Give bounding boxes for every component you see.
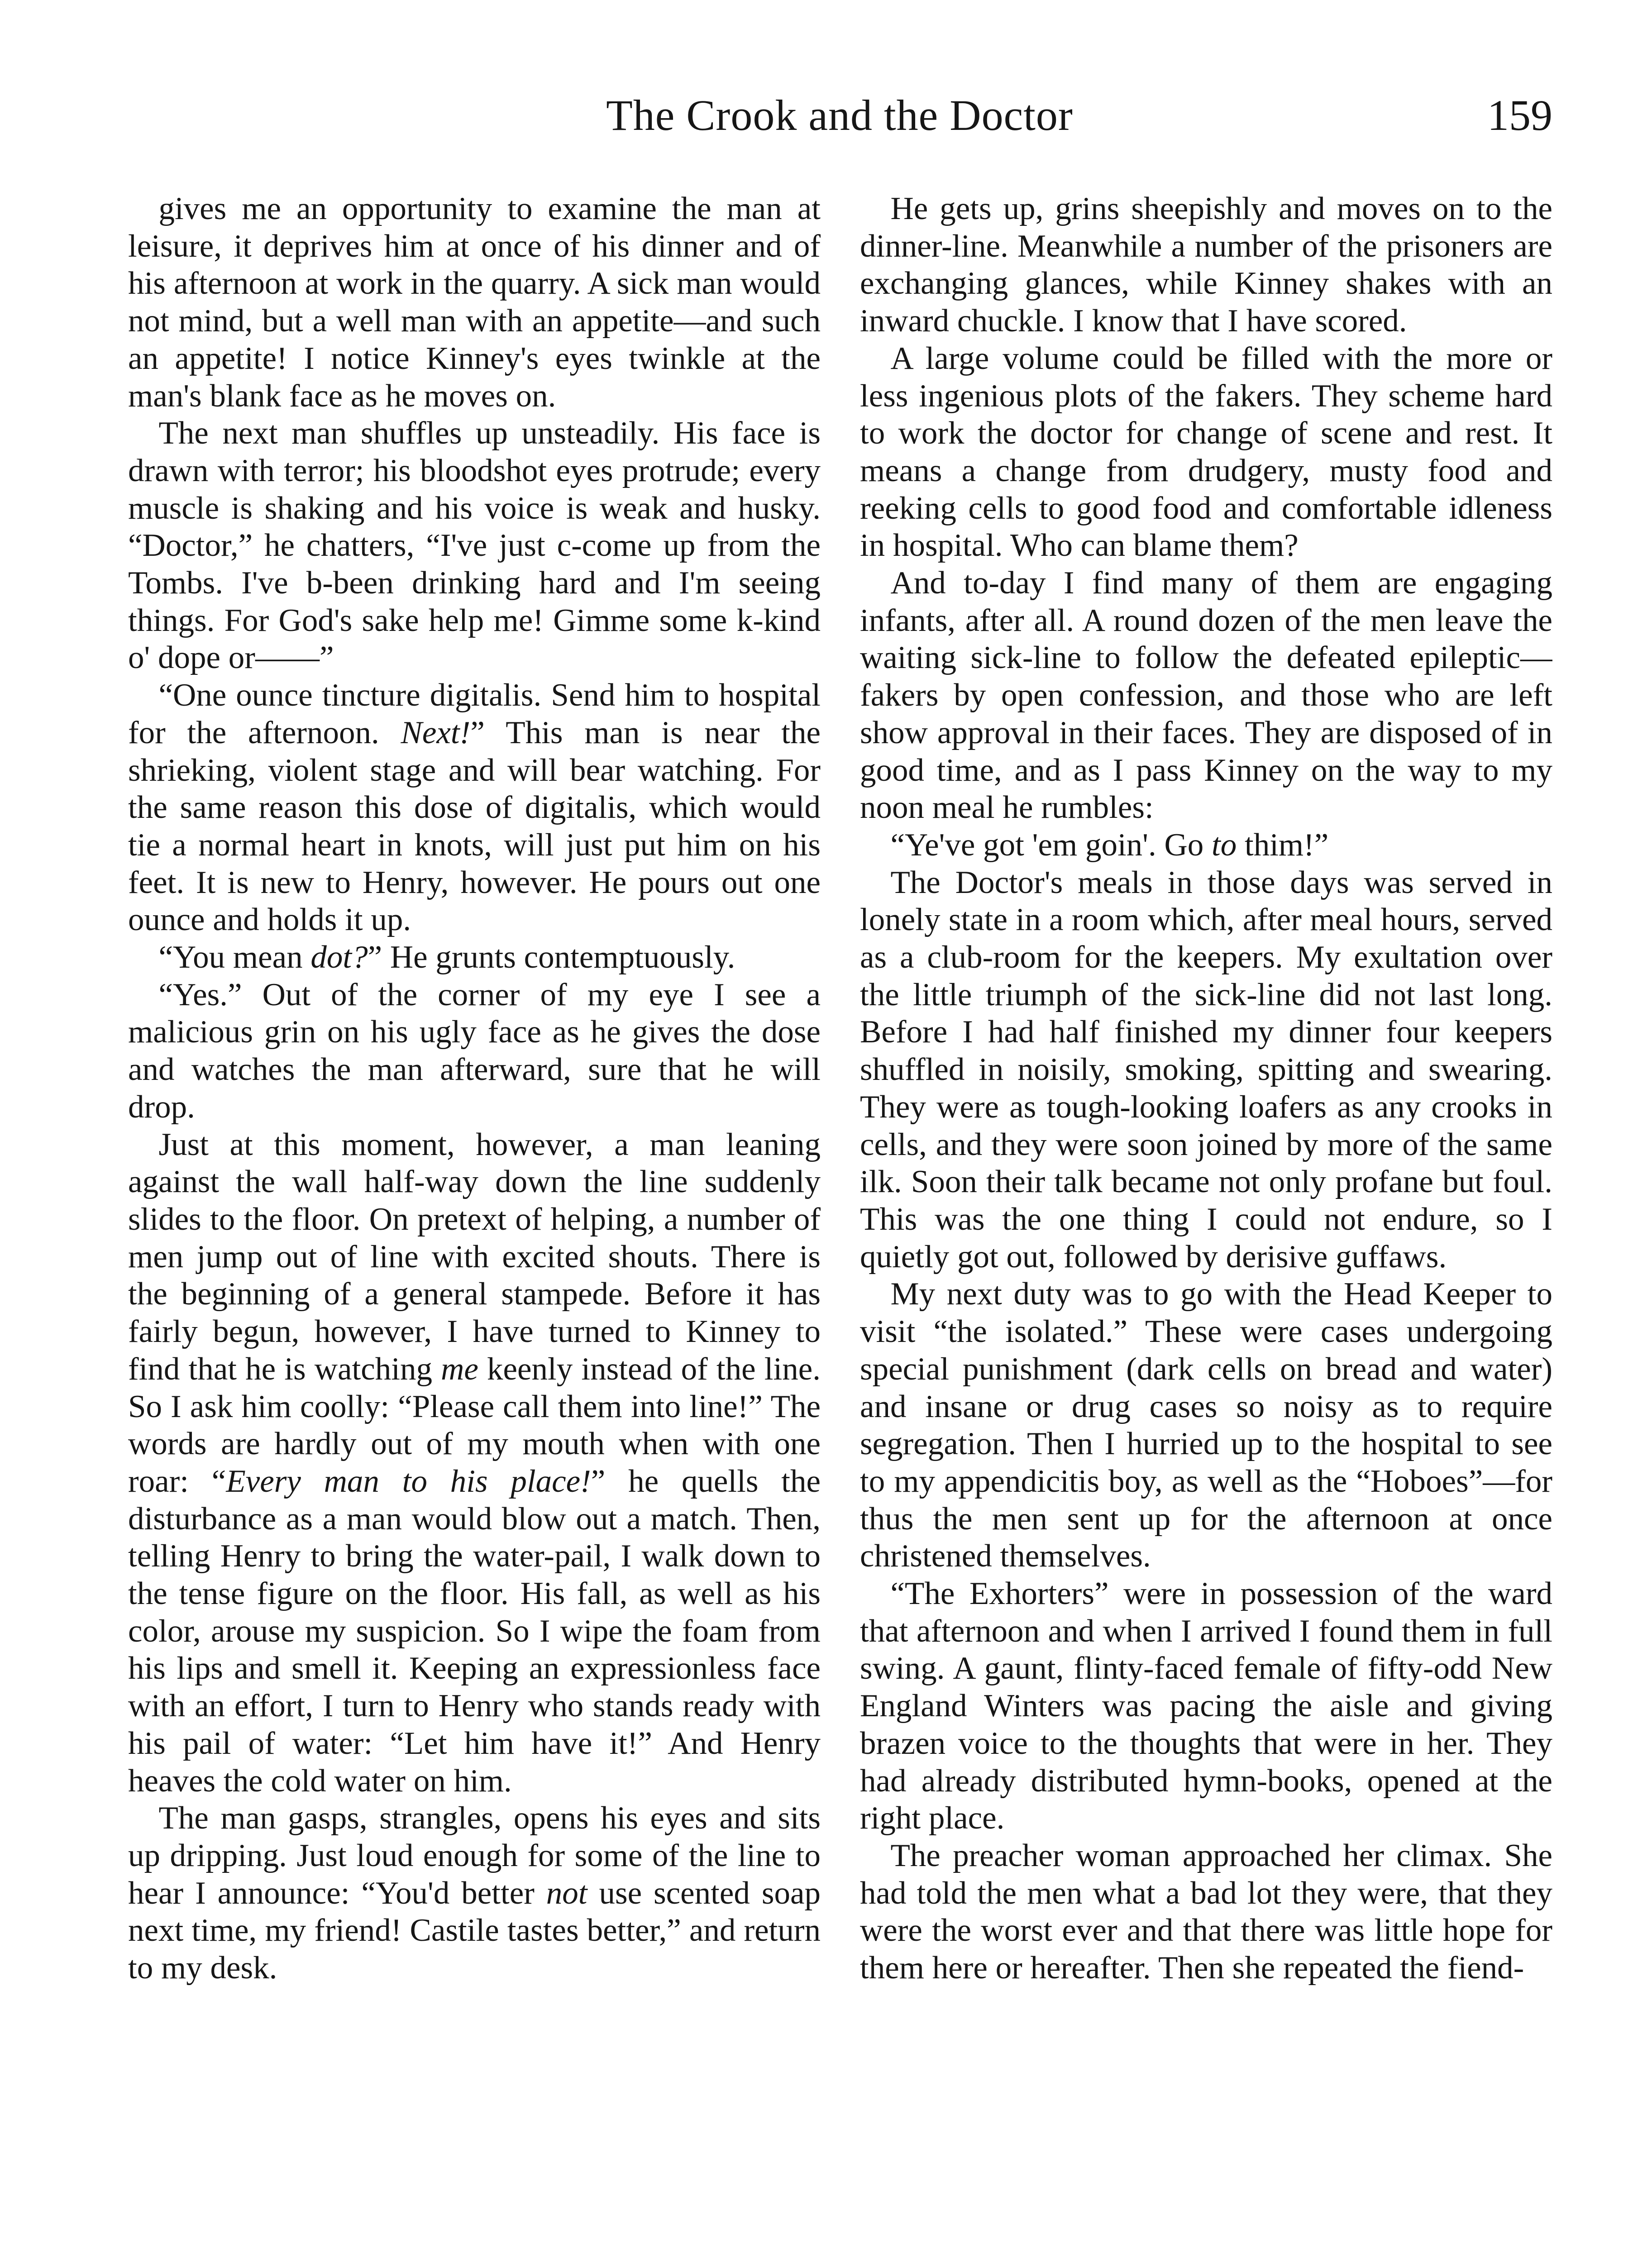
paragraph: “Ye've got 'em goin'. Go to thim!” bbox=[890, 827, 1329, 863]
paragraph: The preacher woman approached her climax. She had told the men what a bad lot they were, that they were the worst ever and that there was little hope for them here or hereafter. Then she repeated the fiend- bbox=[860, 1838, 1552, 1986]
left-column bbox=[128, 190, 821, 2263]
paragraph: My next duty was to go with the Head Keeper to visit “the isolated.” These were cases undergoing special punishment (dark cells on bread and water) and insane or drug cases so noisy as to require segregation. Then I hurried up to the hospital to see to my appendicitis boy, as well as the “Hoboes”—for thus the men sent up for the afternoon at once christened themselves. bbox=[860, 1276, 1552, 1574]
right-column bbox=[860, 190, 1552, 2263]
running-head bbox=[127, 88, 1552, 147]
paragraph: A large volume could be filled with the more or less ingenious plots of the fakers. They scheme hard to work the doctor for change of scene and rest. It means a change from drudgery, musty food and reeking cells to good food and comfortable idleness in hospital. Who can blame them? bbox=[860, 340, 1552, 563]
paragraph: Just at this moment, however, a man leaning against the wall half-way down the line suddenly slides to the floor. On pretext of helping, a number of men jump out of line with excited shouts. There is the beginning of a general stampede. Before it has fairly begun, however, I have turned to Kinney to find that he is watching me keenly instead of the line. So I ask him coolly: “Please call them into line!” The words are hardly out of my mouth when with one roar: “Every man to his place!” he quells the disturbance as a man would blow out a match. Then, telling Henry to bring the water-pail, I walk down to the tense figure on the floor. His fall, as well as his color, arouse my suspicion. So I wipe the foam from his lips and smell it. Keeping an expressionless face with an effort, I turn to Henry who stands ready with his pail of water: “Let him have it!” And Henry heaves the cold water on him. bbox=[128, 1127, 821, 1799]
paragraph: The man gasps, strangles, opens his eyes and sits up dripping. Just loud enough for some of the line to hear I announce: “You'd better not use scented soap next time, my friend! Castile tastes better,” and return to my desk. bbox=[128, 1800, 821, 1986]
page-number: 159 bbox=[1487, 91, 1552, 139]
paragraph: “Yes.” Out of the corner of my eye I see a malicious grin on his ugly face as he gives the dose and watches the man afterward, sure that he will drop. bbox=[128, 977, 821, 1125]
paragraph: He gets up, grins sheepishly and moves on to the dinner-line. Meanwhile a number of the prisoners are exchanging glances, while Kinney shakes with an inward chuckle. I know that I have scored. bbox=[860, 191, 1552, 339]
page-title: The Crook and the Doctor bbox=[606, 91, 1073, 139]
paragraph: The Doctor's meals in those days was served in lonely state in a room which, after meal hours, served as a club-room for the keepers. My exultation over the little triumph of the sick-line did not last long. Before I had half finished my dinner four keepers shuffled in noisily, smoking, spitting and swearing. They were as tough-looking loafers as any crooks in cells, and they were soon joined by more of the same ilk. Soon their talk became not only profane but foul. This was the one thing I could not endure, so I quietly got out, followed by derisive guffaws. bbox=[860, 864, 1552, 1275]
paragraph: “You mean dot?” He grunts contemptuously. bbox=[158, 940, 735, 975]
paragraph: “One ounce tincture digitalis. Send him to hospital for the afternoon. Next!” This man is near the shrieking, violent stage and will bear watching. For the same reason this dose of digitalis, which would tie a normal heart in knots, will just put him on his feet. It is new to Henry, however. He pours out one ounce and holds it up. bbox=[128, 678, 821, 938]
paragraph: “The Exhorters” were in possession of the ward that afternoon and when I arrived I found them in full swing. A gaunt, flinty-faced female of fifty-odd New England Winters was pacing the aisle and giving brazen voice to the thoughts that were in her. They had already distributed hymn-books, opened at the right place. bbox=[860, 1576, 1552, 1836]
paragraph: The next man shuffles up unsteadily. His face is drawn with terror; his bloodshot eyes protrude; every muscle is shaking and his voice is weak and husky. “Doctor,” he chatters, “I've just c-come up from the Tombs. I've b-been drinking hard and I'm seeing things. For God's sake help me! Gimme some k-kind o' dope or——” bbox=[128, 415, 821, 676]
paragraph: gives me an opportunity to examine the man at leisure, it deprives him at once of his dinner and of his afternoon at work in the quarry. A sick man would not mind, but a well man with an appetite—and such an appetite! I notice Kinney's eyes twinkle at the man's blank face as he moves on. bbox=[128, 191, 821, 414]
paragraph: And to-day I find many of them are engaging infants, after all. A round dozen of the men leave the waiting sick-line to follow the defeated epileptic—fakers by open confession, and those who are left show approval in their faces. They are disposed of in good time, and as I pass Kinney on the way to my noon meal he rumbles: bbox=[860, 565, 1552, 826]
